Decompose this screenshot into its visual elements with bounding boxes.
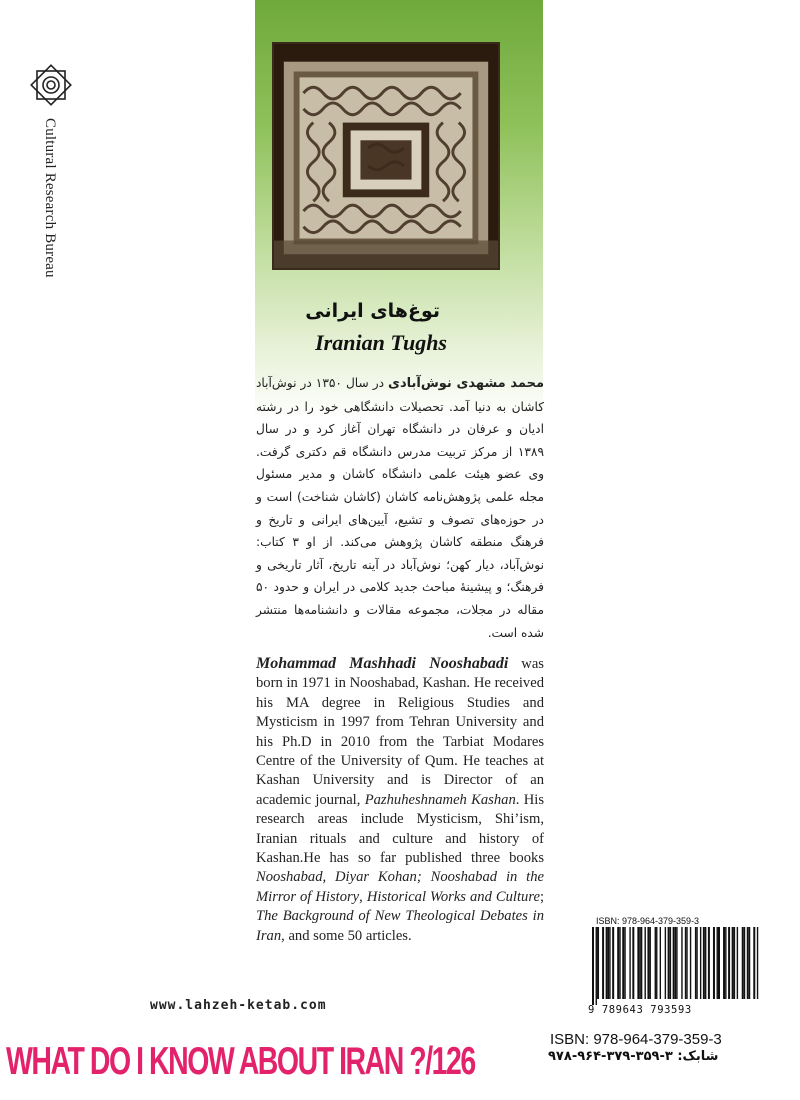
bio-text: , and some 50 articles. — [281, 927, 412, 944]
author-bio-persian — [256, 372, 544, 644]
bio-text: ; — [539, 888, 545, 905]
book-titles: The Background of New Theological Debates in Iran — [256, 908, 544, 944]
tugh-metalwork-image — [274, 44, 498, 268]
barcode-digits: 9 789643 793593 — [588, 1004, 692, 1016]
bio-persian-text: در سال ۱۳۵۰ در نوش‌آباد کاشان به دنیا آمد. تحصیلات دانشگاهی خود را در رشته ادیان و عرفان در دانشگاه تهران آغاز کرد و در سال ۱۳۸۹ از مرکز تربیت مدرس دانشگاه قم دکتری گرفت. وی عضو هیئت علمی دانشگاه کاشان و مدیر مسئول مجله علمی پژوهش‌نامه کاشان (کاشان شناخت) است و در حوزه‌های تصوف و تشیع، آیین‌های ایرانی و تاریخ و فرهنگ منطقه کاشان پژوهش می‌کند. از او ۳ کتاب: نوش‌آباد، دیار کهن؛ نوش‌آباد در آینه تاریخ، آثار تاریخی و فرهنگ؛ و پیشینهٔ مباحث جدید کلامی در ایران و حدود ۵۰ مقاله در مجلات، مجموعه مقالات و دانشنامه‌ها منتشر شده است. — [256, 376, 544, 640]
barcode-icon — [590, 927, 762, 1005]
author-name-english: Mohammad Mashhadi Nooshabadi — [256, 655, 509, 672]
author-bio-english — [256, 654, 544, 946]
publisher-name-vertical: Cultural Research Bureau — [42, 118, 58, 278]
book-title-persian: توغ‌های ایرانی — [305, 300, 440, 322]
publisher-website: www.lahzeh-ketab.com — [150, 998, 327, 1013]
bio-text: was born in 1971 in Nooshabad, Kashan. He received his MA degree in Religious Studies and Mysticism in 1997 from Tehran University and his Ph.D in 2010 from the Tarbiat Modares Centre of the University of Qum. He teaches at Kashan University and is Director of an academic journal, — [256, 656, 544, 808]
isbn-label-bottom: ISBN: 978-964-379-359-3 — [550, 1031, 722, 1048]
author-name-persian: محمد مشهدی نوش‌آبادی — [388, 376, 545, 391]
isbn-label-persian: شابک: ۳-۳۵۹-۳۷۹-۹۶۴-۹۷۸ — [548, 1049, 719, 1064]
isbn-label-top: ISBN: 978-964-379-359-3 — [596, 916, 700, 926]
journal-title: Pazhuheshnameh Kashan — [364, 791, 516, 808]
book-titles: Nooshabad, Diyar Kohan; Nooshabad in the Mirror of History — [256, 869, 544, 905]
eight-point-star-logo-icon — [28, 62, 74, 108]
bio-text: . His research areas include Mysticism, Shi’ism, Iranian rituals and culture and history of Kashan.He has so far published three books — [256, 791, 544, 867]
series-title: WHAT DO I KNOW ABOUT IRAN ?/126 — [6, 1040, 475, 1083]
book-titles: Historical Works and Culture — [366, 888, 540, 905]
cover-photo-tugh — [272, 42, 500, 270]
book-title-english: Iranian Tughs — [315, 330, 447, 355]
bio-text: , — [359, 888, 367, 905]
